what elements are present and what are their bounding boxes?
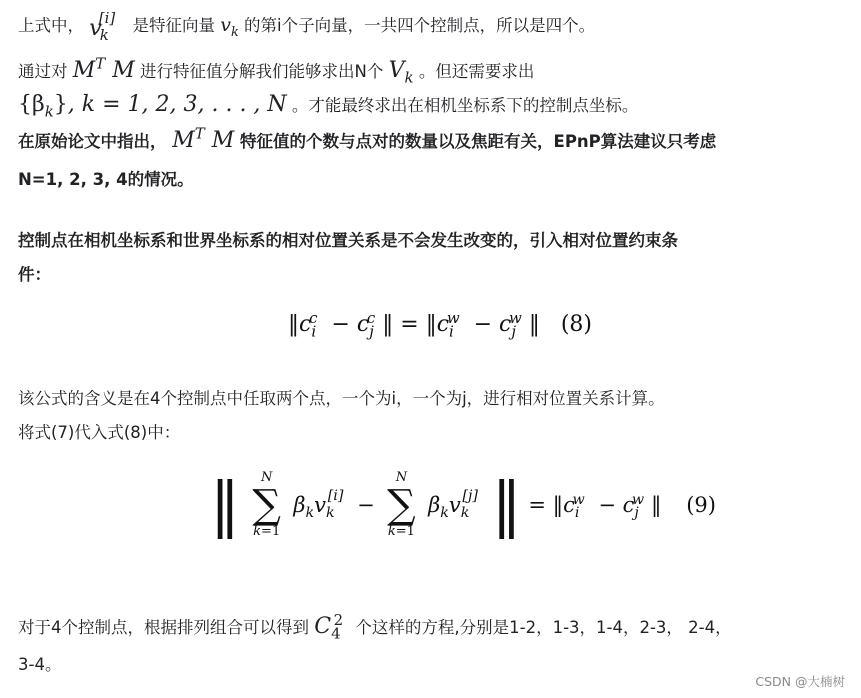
formula-V-k: $V_k$	[388, 58, 414, 87]
paragraph-1	[18, 8, 596, 45]
paragraph-5: 该公式的含义是在4个控制点中任取两个点，一个为i，一个为j，进行相对位置关系计算。	[18, 389, 665, 408]
p1-mid: 是特征向量	[132, 16, 215, 35]
formula-c-4-2: $C_4^2$	[314, 610, 344, 643]
p3-post: 特征值的个数与点对的数量以及焦距有关，EPnP算法建议只考虑	[240, 132, 717, 151]
paragraph-7-line-1	[18, 610, 732, 643]
paragraph-7-line-2: 3-4。	[18, 655, 62, 674]
p1-post: 的第i个子向量，一共四个控制点，所以是四个。	[244, 16, 596, 35]
sum-symbol-1: N ∑ k=1	[252, 470, 281, 539]
p2-pre: 通过对	[18, 62, 68, 81]
p2-mid: 进行特征值分解我们能够求出N个	[140, 62, 384, 81]
paragraph-6: 将式(7)代入式(8)中：	[18, 423, 181, 442]
paragraph-2-line-1	[18, 54, 535, 87]
formula-mtm-2: $M^T$ M	[172, 124, 235, 153]
equation-8: $‖c_i^c - c_j^c$ ‖ = $‖c_i^w - c_j^w$ ‖ (8)	[288, 308, 592, 341]
paragraph-4-line-1: 控制点在相机坐标系和世界坐标系的相对位置关系是不会发生改变的，引入相对位置约束条	[18, 231, 678, 250]
p2-post2: 。才能最终求出在相机坐标系下的控制点坐标。	[291, 96, 639, 115]
equation-9: ‖ N ∑ k=1 $\beta_kv_k[i]$ − N ∑ k=1 $\beta_kv_k[j]$ ‖ = $‖c_i^w - c_j^w$ ‖ (9)	[210, 470, 716, 540]
formula-beta-set: $\{\beta_k\}$, k = 1, 2, 3, . . . , N	[18, 92, 287, 121]
p2-post: 。但还需要求出	[418, 62, 535, 81]
formula-mtm: $M^T$ M	[72, 54, 135, 83]
paragraph-2-line-2	[18, 92, 638, 119]
paragraph-3-line-1	[18, 124, 717, 155]
paragraph-4-line-2: 件：	[18, 265, 51, 284]
watermark: CSDN @大楠树	[755, 674, 845, 689]
p1-pre: 上式中，	[18, 16, 84, 35]
formula-v-k-i: $v_k[i]$	[89, 8, 116, 45]
formula-v-k: $v_k$	[220, 14, 239, 40]
equation-8-label: (8)	[560, 312, 592, 337]
p7-post: 个这样的方程,分别是1-2，1-3，1-4，2-3， 2-4，	[355, 618, 732, 637]
equation-9-label: (9)	[686, 493, 716, 517]
paragraph-3-line-2: N=1, 2, 3, 4的情况。	[18, 170, 194, 189]
p3-pre: 在原始论文中指出，	[18, 132, 167, 151]
sum-symbol-2: N ∑ k=1	[387, 470, 416, 539]
p7-pre: 对于4个控制点，根据排列组合可以得到	[18, 618, 309, 637]
